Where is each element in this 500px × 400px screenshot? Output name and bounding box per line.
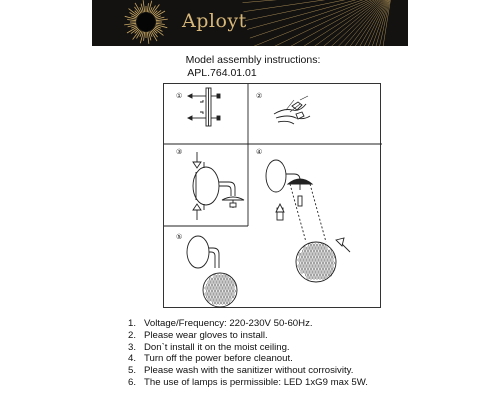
step3-fixture-body-icon xyxy=(193,152,244,220)
instruction-number: 2. xyxy=(128,329,137,341)
step1-mounting-plate-icon xyxy=(188,88,220,126)
model-code: APL.764.01.01 xyxy=(187,67,257,79)
instruction-text: The use of lamps is permissible: LED 1xG9 max 5W. xyxy=(144,376,368,388)
instruction-number: 4. xyxy=(128,353,137,365)
instruction-item xyxy=(128,377,368,389)
assembly-diagram xyxy=(163,83,381,308)
brand-banner xyxy=(92,0,408,46)
instruction-number: 5. xyxy=(128,365,137,377)
instruction-text: Turn off the power before cleanout. xyxy=(144,353,293,365)
step5-assembled-fixture-icon xyxy=(187,236,237,307)
instruction-item xyxy=(128,342,368,354)
step-label-3: ③ xyxy=(176,148,183,156)
instruction-text: Don`t install it on the moist ceiling. xyxy=(144,341,290,353)
instruction-number: 1. xyxy=(128,318,137,329)
instruction-item xyxy=(128,330,368,342)
step2-wire-connection-icon xyxy=(274,96,310,124)
document-heading xyxy=(0,54,500,80)
step-label-5: ⑤ xyxy=(176,233,183,241)
instruction-number: 3. xyxy=(128,341,137,353)
brand-logo-text: Aployt xyxy=(182,10,247,32)
instruction-number: 6. xyxy=(128,376,137,388)
instruction-item xyxy=(128,353,368,365)
sunburst-logo-icon xyxy=(92,0,408,46)
step4-fixture-with-shade-icon xyxy=(266,160,350,282)
instruction-item xyxy=(128,365,368,377)
instruction-text: Please wash with the sanitizer without corrosivity. xyxy=(144,365,354,377)
instruction-item xyxy=(128,318,368,330)
document-title: Model assembly instructions: xyxy=(185,54,321,66)
instruction-text: Voltage/Frequency: 220-230V 50-60Hz. xyxy=(144,318,313,329)
step-label-2: ② xyxy=(256,92,263,100)
step-label-4: ④ xyxy=(256,148,263,156)
step-label-1: ① xyxy=(176,92,183,100)
instruction-text: Please wear gloves to install. xyxy=(144,329,268,341)
instruction-list xyxy=(128,318,368,389)
